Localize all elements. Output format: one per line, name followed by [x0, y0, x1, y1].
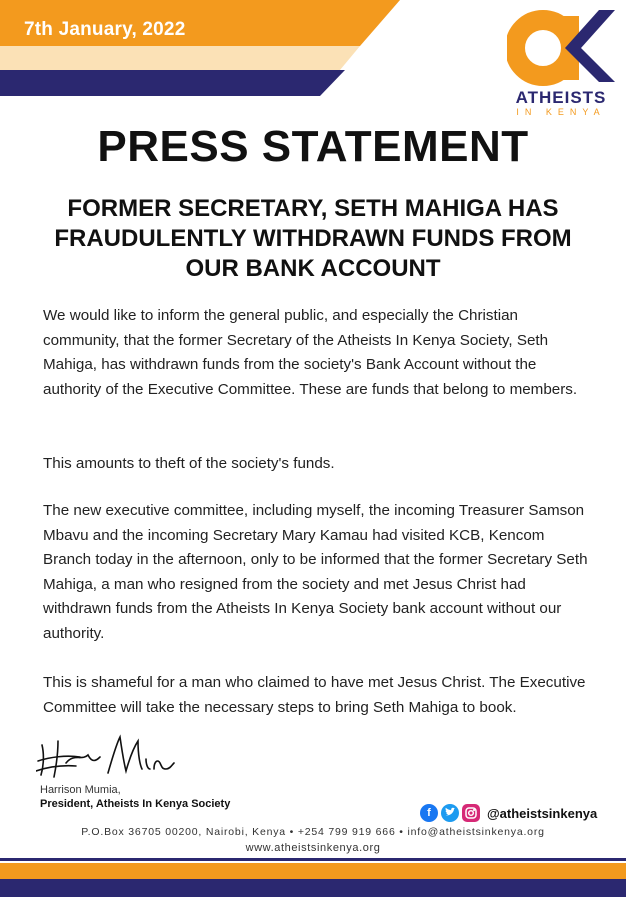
body-paragraph: This amounts to theft of the society's funds.	[43, 455, 335, 472]
headline-line: FRAUDULENTLY WITHDRAWN FUNDS FROM	[54, 225, 572, 252]
headline	[30, 194, 596, 284]
ak-logo-icon	[507, 6, 615, 86]
atheists-in-kenya-logo	[502, 6, 620, 126]
headline-line: OUR BANK ACCOUNT	[185, 255, 441, 282]
website-link[interactable]: www.atheistsinkenya.org	[245, 842, 381, 854]
statement-date: 7th January, 2022	[24, 19, 186, 40]
signer-title: President, Atheists In Kenya Society	[40, 798, 231, 810]
footer-stripes	[0, 858, 626, 897]
contact-info: P.O.Box 36705 00200, Nairobi, Kenya • +254 799 919 666 • info@atheistsinkenya.org	[81, 826, 545, 838]
social-links	[420, 803, 597, 823]
handwritten-signature	[36, 733, 176, 786]
instagram-icon[interactable]	[462, 804, 480, 822]
body-paragraph: The new executive committee, including myself, the incoming Treasurer Samson Mbavu and the incoming Secretary Mary Kamau had visited KCB, Kencom Branch today in the afternoon, only to be informed that the former Secretary Seth Mahiga, a man who resigned from the society and met Jesus Christ had withdrawn funds from the Atheists In Kenya Society bank account without our authority.	[43, 502, 588, 642]
facebook-icon[interactable]: f	[420, 804, 438, 822]
body-paragraph: We would like to inform the general public, and especially the Christian community, that the former Secretary of the Atheists In Kenya Society, Seth Mahiga, has withdrawn funds from the society's Bank Account without the authority of the Executive Committee. These are funds that belong to members.	[43, 307, 578, 398]
body-paragraph: This is shameful for a man who claimed to have met Jesus Christ. The Executive Committee will take the necessary steps to bring Seth Mahiga to book.	[43, 674, 586, 716]
signer-name: Harrison Mumia,	[40, 784, 121, 796]
twitter-icon[interactable]	[441, 804, 459, 822]
logo-subtitle: IN KENYA	[516, 107, 606, 117]
logo-name: ATHEISTS	[515, 88, 607, 107]
social-handle[interactable]: @atheistsinkenya	[487, 805, 598, 821]
top-banner	[0, 0, 420, 96]
headline-line: FORMER SECRETARY, SETH MAHIGA HAS	[67, 195, 559, 222]
document-title: PRESS STATEMENT	[97, 122, 529, 171]
